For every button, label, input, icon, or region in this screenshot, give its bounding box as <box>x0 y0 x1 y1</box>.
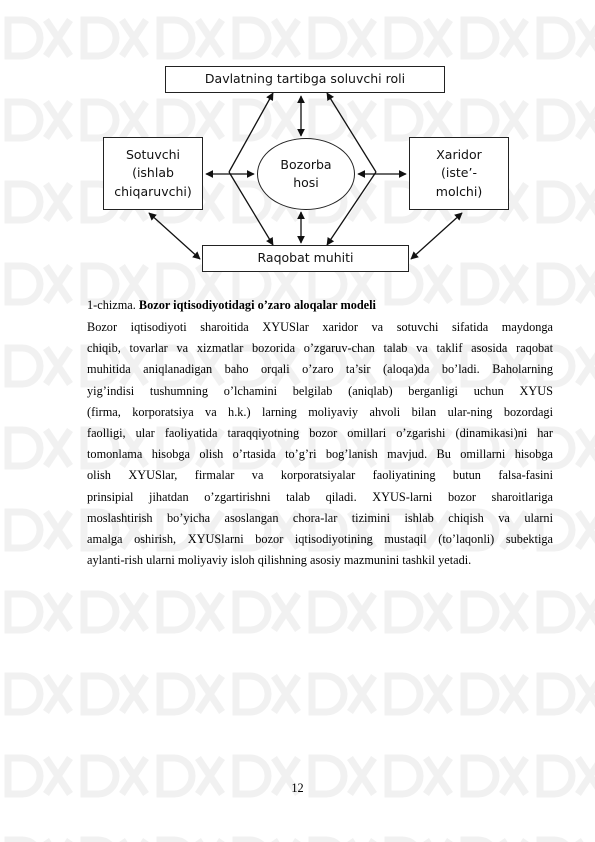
market-price-label: Bozorba hosi <box>280 156 332 190</box>
watermark-shape <box>8 348 40 384</box>
state-regulation-label: Davlatning tartibga soluvchi roli <box>204 71 406 87</box>
watermark-shape <box>350 594 374 630</box>
watermark-shape <box>350 676 374 712</box>
paragraph-line: Bozor iqtisodiyoti sharoitida XYUSlar xaridor va sotuvchi sifatida maydonga <box>87 320 553 334</box>
paragraph-line: moslashtirish bo’yicha asoslangan chora-lar tizimini ishlab chiqish va ularni <box>87 510 553 525</box>
market-price-oval <box>257 138 355 210</box>
body-paragraph <box>87 317 553 571</box>
watermark-shape <box>540 594 572 630</box>
watermark-shape <box>578 348 595 384</box>
state-regulation-box <box>165 66 445 93</box>
paragraph-line: muhitida aniqlanadigan baho orqali o’zaro ta’sir (aloqa)da bo’ladi. Baholarning <box>87 362 553 377</box>
relationship-diagram <box>0 0 595 290</box>
buyer-label: Xaridor (iste’-molchi) <box>435 147 483 199</box>
watermark-shape <box>540 676 572 712</box>
watermark-shape <box>274 676 298 712</box>
arrow-right-bottom <box>411 213 462 259</box>
competition-box <box>202 245 409 272</box>
paragraph-line: amalga oshirish, XYUSlarni bozor iqtisodiyotining mustaqil (to’laqonli) subektiga <box>87 531 553 546</box>
page-number: 12 <box>291 781 304 795</box>
watermark-shape <box>312 676 344 712</box>
watermark-shape <box>84 594 116 630</box>
watermark-shape <box>464 676 496 712</box>
watermark-shape <box>236 594 268 630</box>
watermark-shape <box>198 594 222 630</box>
watermark-shape <box>46 512 70 548</box>
watermark-shape <box>122 594 146 630</box>
watermark-shape <box>8 676 40 712</box>
paragraph-line: prinsipial jihatdan o’zgartirishni talab qiladi. XYUS-larni bozor sharoitlariga <box>87 489 553 504</box>
caption-prefix: 1-chizma. <box>87 298 136 312</box>
watermark-shape <box>578 512 595 548</box>
competition-label: Raqobat muhiti <box>257 250 354 266</box>
watermark-shape <box>160 676 192 712</box>
watermark-shape <box>46 430 70 466</box>
watermark-shape <box>426 594 450 630</box>
watermark-shape <box>46 594 70 630</box>
watermark-shape <box>160 594 192 630</box>
watermark-shape <box>388 676 420 712</box>
caption-title: Bozor iqtisodiyotidagi o’zaro aloqalar modeli <box>138 298 376 312</box>
paragraph-line: (firma, korporatsiya va h.k.) larning moliyaviy ahvoli bilan ular-ning bozordagi <box>87 404 553 419</box>
watermark-shape <box>312 594 344 630</box>
watermark-shape <box>122 676 146 712</box>
watermark-shape <box>274 594 298 630</box>
watermark-shape <box>8 430 40 466</box>
watermark-shape <box>578 676 595 712</box>
paragraph-line: faolligi, ular faoliyatida taraqqiyotning bozor omillari o’zgarishi (dinamikasi)ni har <box>87 425 553 440</box>
arrow-left-bottom <box>149 213 200 259</box>
watermark-shape <box>464 594 496 630</box>
paragraph-line: chiqib, tovarlar va xizmatlar bozorida o’zgaruv-chan talab va taklif asosida raqobat <box>87 341 553 356</box>
paragraph-line: aylanti-rish ularni moliyaviy isloh qilishning asosiy mazmunini tashkil yetadi. <box>87 553 472 568</box>
buyer-box <box>409 137 509 210</box>
watermark-shape <box>84 676 116 712</box>
watermark-shape <box>8 512 40 548</box>
watermark-shape <box>388 594 420 630</box>
seller-box <box>103 137 203 210</box>
watermark-shape <box>578 594 595 630</box>
seller-label: Sotuvchi (ishlab chiqaruvchi) <box>114 147 192 199</box>
watermark-shape <box>46 676 70 712</box>
paragraph-line: tomonlama hisobga olish o’rtasida to’g’ri bog’lanish mavjud. Bu omillarni hisobga <box>87 447 553 462</box>
figure-caption <box>87 296 553 315</box>
watermark-shape <box>426 676 450 712</box>
watermark-shape <box>502 676 526 712</box>
paragraph-line: olish XYUSlar, firmalar va korporatsiyalar faoliyatining butun falsa-fasini <box>87 468 553 483</box>
watermark-shape <box>46 348 70 384</box>
watermark-shape <box>8 594 40 630</box>
watermark-shape <box>578 430 595 466</box>
watermark-shape <box>236 676 268 712</box>
watermark-shape <box>198 676 222 712</box>
paragraph-line: yig’indisi tushumning o’lchamini belgilab (aniqlab) berganligi uchun XYUS <box>87 383 553 398</box>
watermark-shape <box>502 594 526 630</box>
